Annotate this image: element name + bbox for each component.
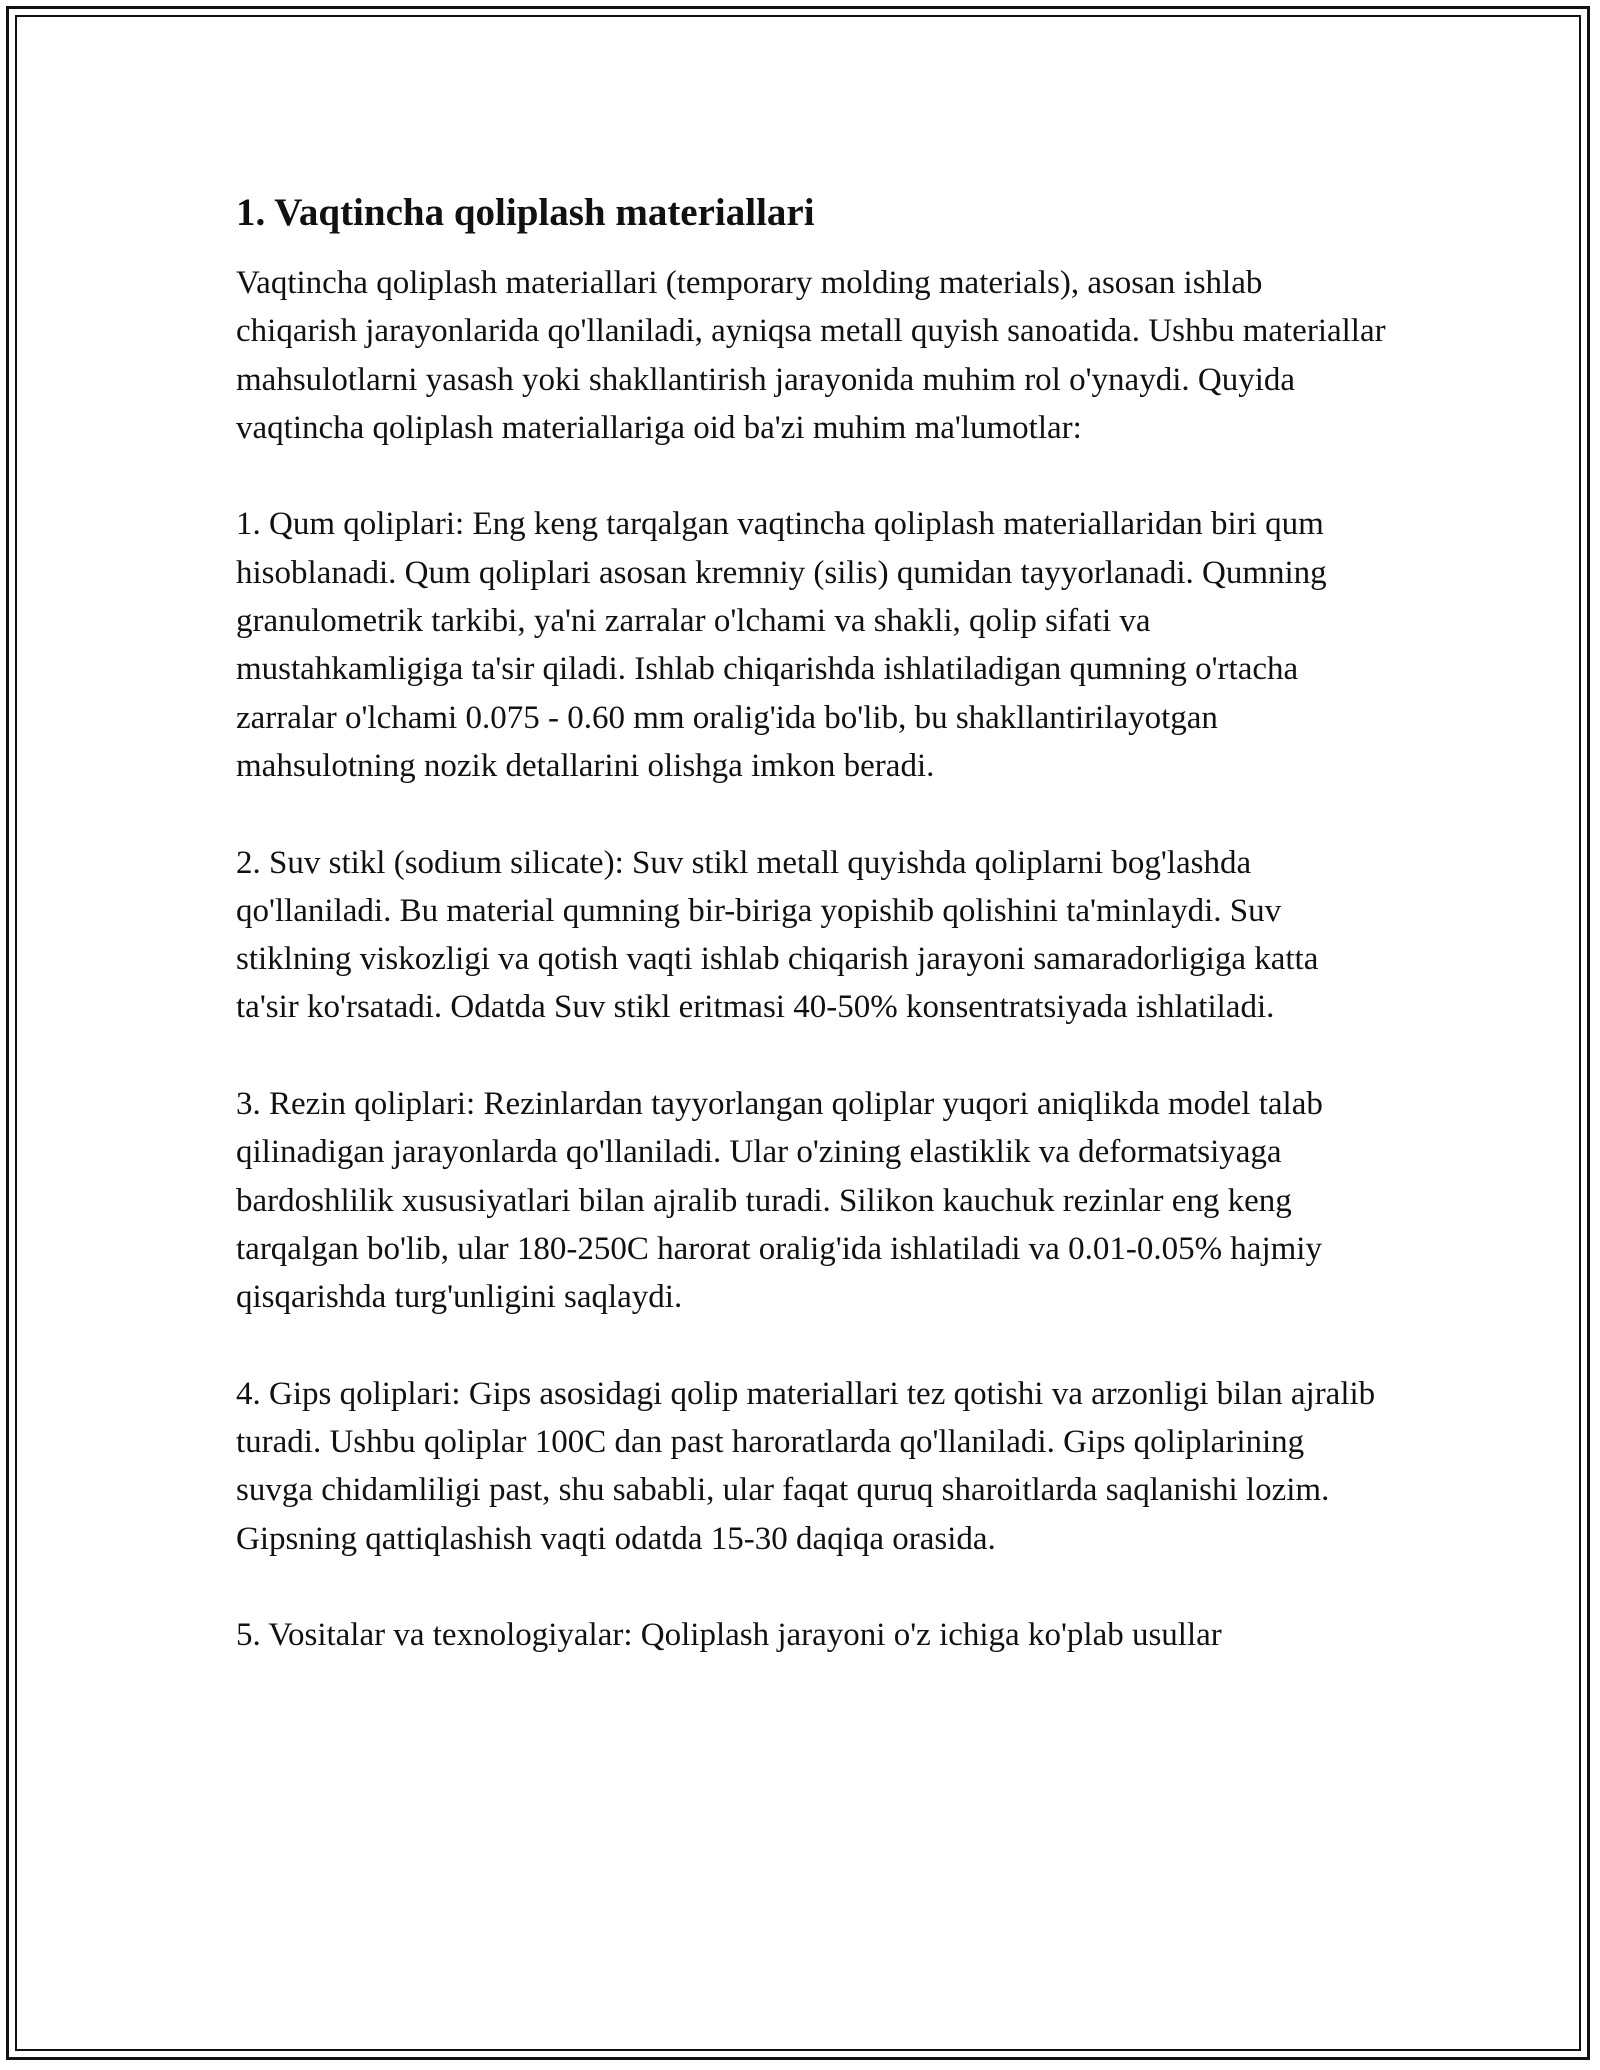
paragraph-gypsum-molds: 4. Gips qoliplari: Gips asosidagi qolip materiallari tez qotishi va arzonligi bilan ajralib turadi. Ushbu qoliplar 100C dan past haroratlarda qo'llaniladi. Gips qoliplarining suvga chidamliligi past, shu sababli, ular faqat quruq sharoitlarda saqlanishi lozim. Gipsning qattiqlashish vaqti odatda 15-30 daqiqa orasida.: [236, 1375, 1376, 1557]
intro-paragraph: Vaqtincha qoliplash materiallari (temporary molding materials), asosan ishlab chiqarish jarayonlarida qo'llaniladi, ayniqsa metall quyish sanoatida. Ushbu materiallar mahsulotlarni yasash yoki shakllantirish jarayonida muhim rol o'ynaydi. Quyida vaqtincha qoliplash materiallariga oid ba'zi muhim ma'lumotlar:: [236, 265, 1386, 446]
paragraph-rubber-molds: 3. Rezin qoliplari: Rezinlardan tayyorlangan qoliplar yuqori aniqlikda model talab qilinadigan jarayonlarda qo'llaniladi. Ular o'zining elastiklik va deformatsiyaga bardoshlilik xususiyatlari bilan ajralib turadi. Silikon kauchuk rezinlar eng keng tarqalgan bo'lib, ular 180-250C harorat oralig'ida ishlatiladi va 0.01-0.05% hajmiy qisqarishda turg'unligini saqlaydi.: [236, 1086, 1323, 1316]
section-heading: 1. Vaqtincha qoliplash materiallari: [236, 191, 815, 234]
paragraph-sand-molds: 1. Qum qoliplari: Eng keng tarqalgan vaqtincha qoliplash materiallaridan biri qum hisoblanadi. Qum qoliplari asosan kremniy (silis) qumidan tayyorlanadi. Qumning granulometrik tarkibi, ya'ni zarralar o'lchami va shakli, qolip sifati va mustahkamligiga ta'sir qiladi. Ishlab chiqarishda ishlatiladigan qumning o'rtacha zarralar o'lchami 0.075 - 0.60 mm oralig'ida bo'lib, bu shakllantirilayotgan mahsulotning nozik detallarini olishga imkon beradi.: [236, 506, 1327, 784]
paragraph-tools-technologies: 5. Vositalar va texnologiyalar: Qoliplash jarayoni o'z ichiga ko'plab usullar: [236, 1617, 1222, 1654]
paragraph-water-glass: 2. Suv stikl (sodium silicate): Suv stikl metall quyishda qoliplarni bog'lashda qo'llaniladi. Bu material qumning bir-biriga yopishib qolishini ta'minlaydi. Suv stiklning viskozligi va qotish vaqti ishlab chiqarish jarayoni samaradorligiga katta ta'sir ko'rsatadi. Odatda Suv stikl eritmasi 40-50% konsentratsiyada ishlatiladi.: [236, 844, 1319, 1026]
document-body: [236, 185, 1386, 1708]
